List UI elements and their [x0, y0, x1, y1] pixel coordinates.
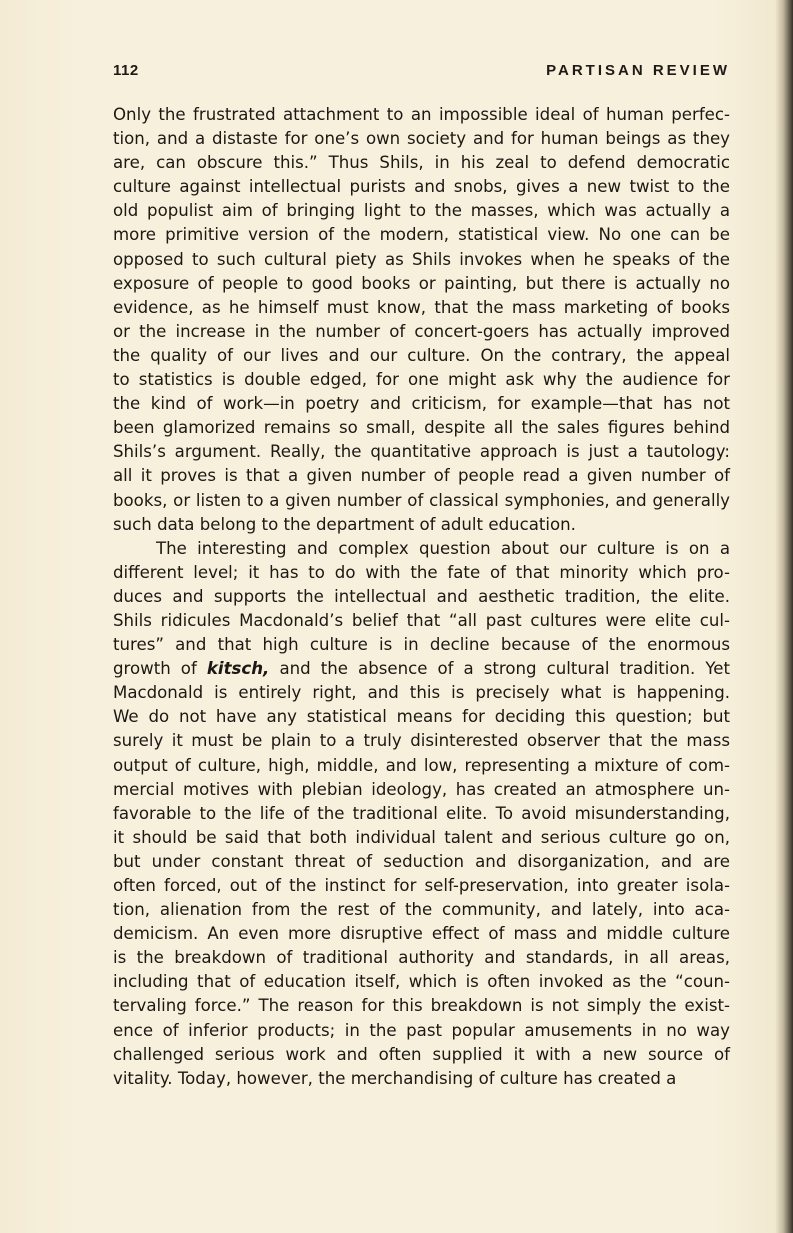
paragraph — [113, 537, 730, 1091]
text-line: duces and supports the intellectual and aesthetic tradition, the elite. — [113, 586, 730, 606]
paragraph — [113, 103, 730, 537]
text-line: all it proves is that a given number of people read a given number of — [113, 466, 730, 486]
text-line: growth of kitsch, and the absence of a strong cultural tradition. Yet — [113, 659, 731, 679]
journal-title: PARTISAN REVIEW — [546, 62, 730, 79]
text-line: including that of education itself, which is often invoked as the “coun- — [113, 972, 730, 992]
text-line: books, or listen to a given number of classical symphonies, and generally — [113, 490, 730, 510]
text-line: to statistics is double edged, for one might ask why the audience for — [113, 370, 730, 390]
text-line: opposed to such cultural piety as Shils invokes when he speaks of the — [113, 249, 730, 269]
text-line: or the increase in the number of concert-goers has actually improved — [113, 321, 730, 341]
text-line: demicism. An even more disruptive effect of mass and middle culture — [113, 924, 730, 944]
text-line: The interesting and complex question about our culture is on a — [156, 538, 730, 558]
text-line: ence of inferior products; in the past popular amusements in no way — [113, 1020, 730, 1040]
text-line: such data belong to the department of adult education. — [113, 514, 576, 534]
text-line: output of culture, high, middle, and low, representing a mixture of com- — [113, 755, 730, 775]
text-line: it should be said that both individual talent and serious culture go on, — [113, 827, 730, 847]
text-line: different level; it has to do with the fate of that minority which pro- — [113, 562, 730, 582]
running-head — [113, 62, 730, 86]
text-line: challenged serious work and often supplied it with a new source of — [113, 1044, 730, 1064]
text-line: tion, and a distaste for one’s own society and for human beings as they — [113, 129, 730, 149]
text-line: mercial motives with plebian ideology, has created an atmosphere un- — [113, 779, 730, 799]
text-line: surely it must be plain to a truly disinterested observer that the mass — [113, 731, 730, 751]
body-text — [113, 103, 730, 1091]
text-line: old populist aim of bringing light to the masses, which was actually a — [113, 201, 730, 221]
text-line: We do not have any statistical means for deciding this question; but — [113, 707, 730, 727]
book-spine-shadow — [775, 0, 793, 1233]
text-line: Shils ridicules Macdonald’s belief that “all past cultures were elite cul- — [113, 610, 730, 630]
text-line: Macdonald is entirely right, and this is precisely what is happening. — [113, 683, 730, 703]
text-line: culture against intellectual purists and snobs, gives a new twist to the — [113, 177, 730, 197]
text-line: are, can obscure this.” Thus Shils, in his zeal to defend democratic — [113, 153, 730, 173]
text-line: the kind of work—in poetry and criticism, for example—that has not — [113, 394, 730, 414]
text-line: but under constant threat of seduction and disorganization, and are — [113, 851, 730, 871]
text-line: favorable to the life of the traditional elite. To avoid misunderstanding, — [113, 803, 730, 823]
text-line: is the breakdown of traditional authority and standards, in all areas, — [113, 948, 730, 968]
text-line: often forced, out of the instinct for self-preservation, into greater isola- — [113, 876, 730, 895]
page-number: 112 — [113, 62, 139, 79]
italic-word: kitsch, — [206, 659, 270, 679]
text-line: more primitive version of the modern, statistical view. No one can be — [113, 225, 730, 245]
text-line: vitality. Today, however, the merchandising of culture has created a — [113, 1068, 677, 1088]
text-line: evidence, as he himself must know, that the mass marketing of books — [113, 297, 730, 317]
text-line: the quality of our lives and our culture. On the contrary, the appeal — [113, 345, 730, 365]
text-line: Only the frustrated attachment to an impossible ideal of human perfec- — [113, 105, 730, 124]
text-line: tures” and that high culture is in decline because of the enormous — [113, 635, 730, 655]
text-line: been glamorized remains so small, despite all the sales figures behind — [113, 418, 730, 438]
text-line: tion, alienation from the rest of the community, and lately, into aca- — [113, 900, 730, 920]
text-line: Shils’s argument. Really, the quantitative approach is just a tautology: — [113, 442, 730, 462]
text-line: exposure of people to good books or painting, but there is actually no — [113, 273, 730, 293]
text-line: tervaling force.” The reason for this breakdown is not simply the exist- — [113, 996, 730, 1016]
